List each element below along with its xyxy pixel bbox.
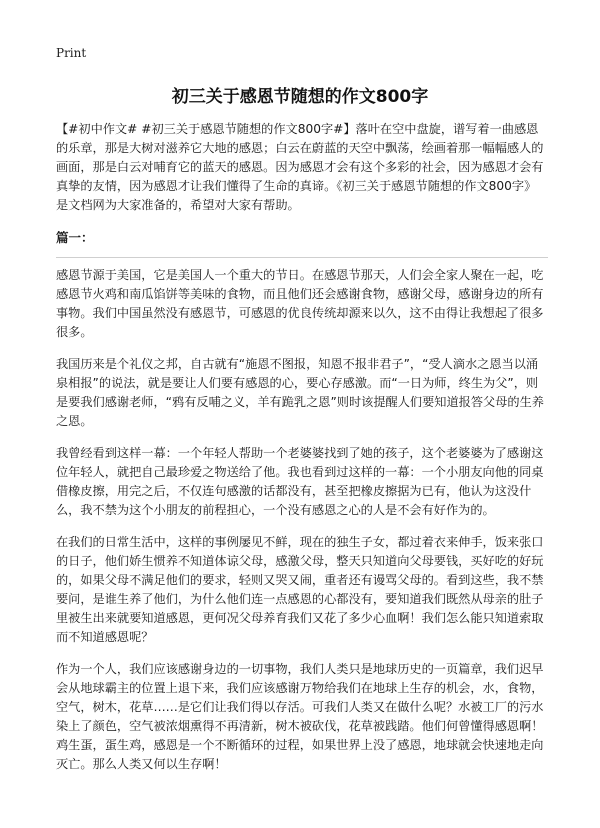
body-paragraph: 在我们的日常生活中，这样的事例屡见不鲜，现在的独生子女，都过着衣来伸手，饭来张口的日子，他们娇生惯养不知道体谅父母，感激父母，整天只知道向父母要钱，买好吃的好玩的，如果父母不满足他们的要求，轻则又哭又闹，重者还有谩骂父母的。看到这些，我不禁要问，是谁生养了他们，为什么他们连一点感恩的心都没有，要知道我们既然从母亲的肚子里被生出来就要知道感恩，更何况父母养育我们又花了多少心血啊！我们怎么能只知道索取而不知道感恩呢？ [56, 535, 544, 644]
print-label: Print [56, 46, 87, 60]
section-divider [56, 257, 548, 258]
article-body [56, 120, 548, 787]
body-paragraph: 我国历来是个礼仪之邦，自古就有“施恩不图报，知恩不报非君子”，“受人滴水之恩当以涌泉相报”的说法，就是要让人们要有感恩的心，要心存感激。而“一日为师，终生为父”，则是要我们感谢老师，“鸦有反哺之义，羊有跪乳之恩”则时该提醒人们要知道报答父母的生养之恩。 [56, 357, 544, 428]
body-paragraph: 作为一个人，我们应该感谢身边的一切事物，我们人类只是地球历史的一页篇章，我们迟早会从地球霸主的位置上退下来，我们应该感谢万物给我们在地球上生存的机会，水，食物，空气，树木，花草……是它们让我们得以存活。可我们人类又在做什么呢？水被工厂的污水染上了颜色，空气被浓烟熏得不再清新，树木被砍伐，花草被践踏。他们何曾懂得感恩啊！鸡生蛋，蛋生鸡，感恩是一个不断循环的过程，如果世界上没了感恩，地球就会快速地走向灭亡。那么人类又何以生存啊！ [56, 662, 544, 771]
page-title: 初三关于感恩节随想的作文800字 [171, 87, 429, 107]
body-paragraph: 我曾经看到这样一幕：一个年轻人帮助一个老婆婆找到了她的孩子，这个老婆婆为了感谢这位年轻人，就把自己最珍爱之物送给了他。我也看到过这样的一幕：一个小朋友向他的同桌借橡皮擦，用完之后，不仅连句感激的话都没有，甚至把橡皮擦据为已有，他认为这没什么，我不禁为这个小朋友的前程担心，一个没有感恩之心的人是不会有好作为的。 [56, 446, 544, 517]
body-paragraph: 感恩节源于美国，它是美国人一个重大的节日。在感恩节那天，人们会全家人聚在一起，吃感恩节火鸡和南瓜馅饼等美味的食物，而且他们还会感谢食物，感谢父母，感谢身边的所有事物。我们中国虽然没有感恩节，可感恩的优良传统却源来以久，这不由得让我想起了很多很多。 [56, 268, 544, 339]
section-heading: 篇一： [56, 230, 94, 245]
intro-paragraph: 【#初中作文# #初三关于感恩节随想的作文800字#】落叶在空中盘旋，谱写着一曲感恩的乐章，那是大树对滋养它大地的感恩；白云在蔚蓝的天空中飘荡，绘画着那一幅幅感人的画面，那是白云对哺育它的蓝天的感恩。因为感恩才会有这个多彩的社会，因为感恩才会有真挚的友情，因为感恩才让我们懂得了生命的真谛。《初三关于感恩节随想的作文800字》是文档网为大家准备的，希望对大家有帮助。 [56, 122, 544, 212]
